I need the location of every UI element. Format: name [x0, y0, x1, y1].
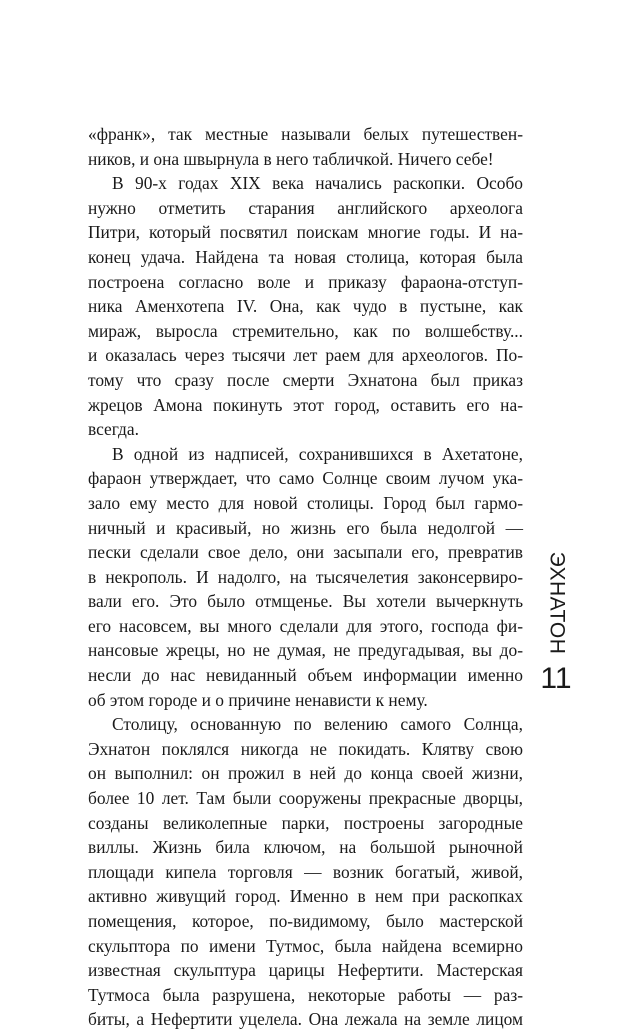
- running-head: [533, 548, 579, 658]
- body-text: [88, 122, 523, 1032]
- text-line: нужно отметить старания английского археолога: [88, 197, 523, 218]
- text-line: вали его. Это было отмщенье. Вы хотели вычеркнуть: [88, 591, 523, 612]
- text-line: более 10 лет. Там были сооружены прекрасные дворцы,: [88, 788, 523, 809]
- text-line: всегда.: [88, 419, 139, 440]
- text-line: созданы великолепные парки, построены загородные: [88, 812, 523, 833]
- text-line: ничный и красивый, но жизнь его была недолгой —: [88, 517, 523, 538]
- text-line: ников, и она швырнула в него табличкой. Ничего себе!: [88, 148, 494, 169]
- text-line: виллы. Жизнь била ключом, на большой рыночной: [88, 837, 523, 858]
- text-line: известная скульптура царицы Нефертити. Мастерская: [88, 960, 523, 981]
- text-line: об этом городе и о причине ненависти к нему.: [88, 689, 428, 710]
- text-line: его насовсем, вы много сделали для этого, господа фи-: [88, 615, 523, 636]
- text-line: В одной из надписей, сохранившихся в Ахетатоне,: [112, 443, 523, 464]
- text-line: скульптора по имени Тутмос, была найдена всемирно: [88, 935, 523, 956]
- running-head-title: ЭХНАТОН: [545, 551, 568, 655]
- text-line: биты, а Нефертити уцелела. Она лежала на земле лицом: [88, 1009, 523, 1030]
- text-line: зало ему место для новой столицы. Город был гармо-: [88, 492, 523, 513]
- text-line: Тутмоса была разрушена, некоторые работы — раз-: [88, 984, 523, 1005]
- text-line: жрецов Амона покинуть этот город, оставить его на-: [88, 394, 523, 415]
- text-line: В 90-х годах XIX века начались раскопки. Особо: [112, 173, 523, 194]
- text-line: Эхнатон поклялся никогда не покидать. Клятву свою: [88, 738, 523, 759]
- text-line: и оказалась через тысячи лет раем для археологов. По-: [88, 345, 523, 366]
- text-line: в некрополь. И надолго, на тысячелетия законсервиро-: [88, 566, 523, 587]
- text-line: тому что сразу после смерти Эхнатона был приказ: [88, 369, 523, 390]
- text-line: мираж, выросла стремительно, как по волшебству...: [88, 320, 523, 341]
- text-line: фараон утверждает, что само Солнце своим лучом ука-: [88, 468, 523, 489]
- text-line: «франк», так местные называли белых путешествен-: [88, 124, 523, 144]
- text-line: пески сделали свое дело, они засыпали его, превратив: [88, 542, 523, 563]
- text-line: помещения, которое, по-видимому, было мастерской: [88, 911, 523, 931]
- text-line: конец удача. Найдена та новая столица, которая была: [88, 246, 523, 267]
- text-line: активно живущий город. Именно в нем при раскопках: [88, 886, 523, 907]
- text-line: нансовые жрецы, но не думая, не предугадывая, вы до-: [88, 640, 523, 661]
- text-line: площади кипела торговля — возник богатый, живой,: [88, 861, 523, 882]
- page-number: 11: [540, 662, 572, 695]
- text-line: он выполнил: он прожил в ней до конца своей жизни,: [88, 763, 523, 784]
- text-line: Столицу, основанную по велению самого Солнца,: [112, 714, 523, 735]
- text-line: Питри, который посвятил поискам многие годы. И на-: [88, 222, 523, 243]
- text-line: несли до нас невиданный объем информации именно: [88, 665, 523, 686]
- text-line: построена согласно воле и приказу фараона-отступ-: [88, 271, 523, 292]
- text-line: ника Аменхотепа IV. Она, как чудо в пустыне, как: [88, 296, 523, 317]
